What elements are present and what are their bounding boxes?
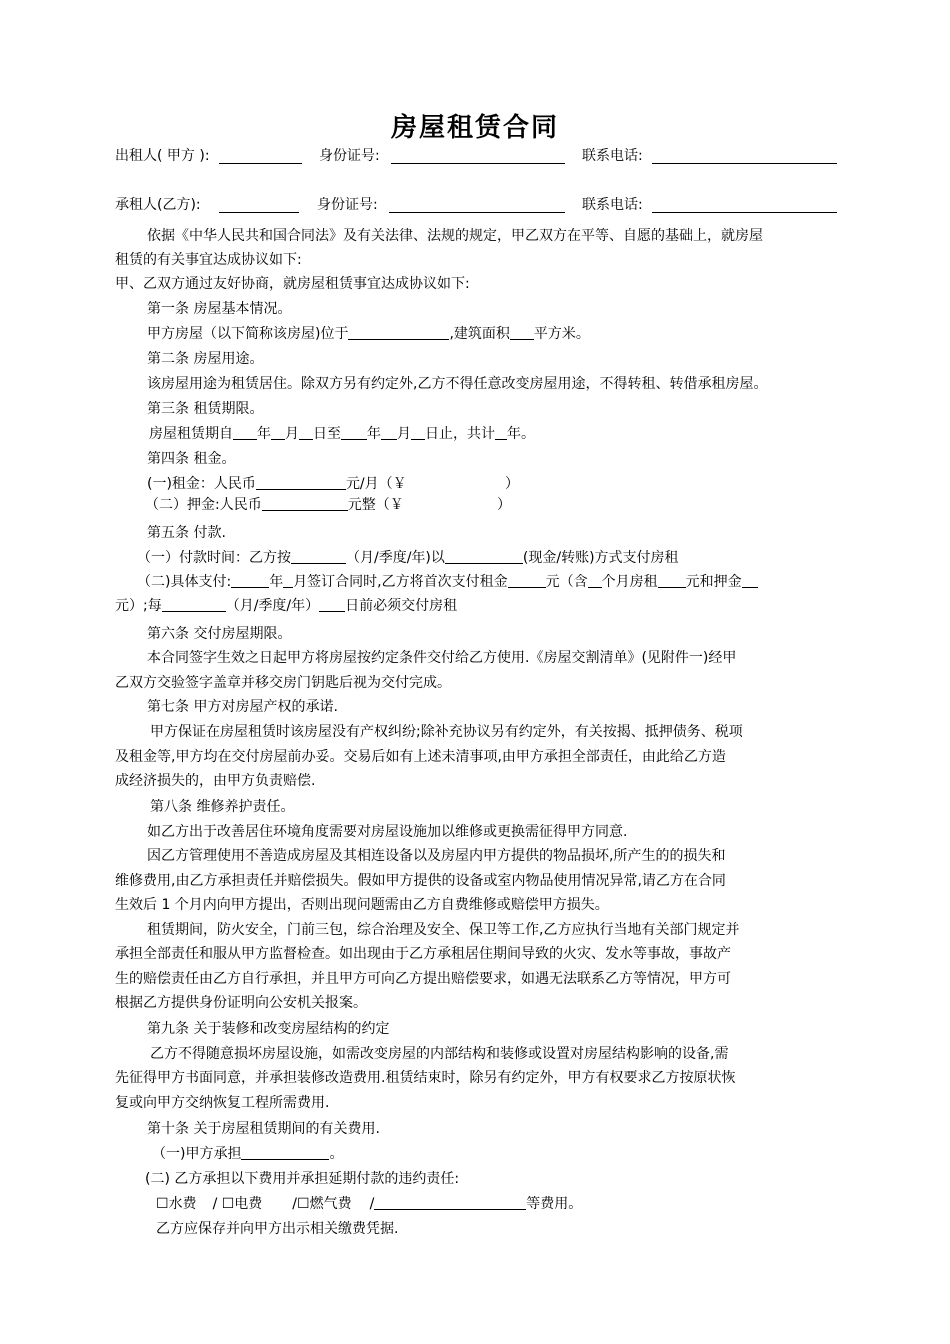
start-month-field[interactable] xyxy=(271,425,285,440)
article-2-text: 该房屋用途为租赁居住。除双方另有约定外,乙方不得任意改变房屋用途，不得转租、转借承租房屋。 xyxy=(147,376,768,392)
lease-term-label: 房屋租赁期自 xyxy=(149,426,233,442)
expense-options-row xyxy=(156,1194,582,1214)
article-5-title: 第五条 付款. xyxy=(147,525,226,541)
lessor-id-label: 身份证号: xyxy=(319,148,380,164)
deposit-row xyxy=(145,495,404,515)
article-8-line-2: 因乙方管理使用不善造成房屋及其相连设备以及房屋内甲方提供的物品损坏,所产生的的损失和 xyxy=(147,848,726,864)
day-to-label: 日至 xyxy=(313,426,341,442)
receipt-note: 乙方应保存并向甲方出示相关缴费凭据. xyxy=(156,1221,399,1237)
years-label: 年。 xyxy=(507,426,535,442)
article-8-line-6: 承担全部责任和服从甲方监督检查。如出现由于乙方承租居住期间导致的火灾、发水等事故，事故产 xyxy=(115,946,731,962)
payment-time-row xyxy=(137,548,679,568)
month-label: 月 xyxy=(285,426,299,442)
months-rent-label: 个月房租 xyxy=(601,574,658,590)
payment-due-row xyxy=(115,596,457,616)
article-9-line-3: 复或向甲方交纳恢复工程所需费用. xyxy=(115,1095,330,1111)
start-day-field[interactable] xyxy=(299,425,313,440)
lessee-expense-intro: (二) 乙方承担以下费用并承担延期付款的违约责任: xyxy=(145,1171,460,1187)
article-8-title: 第八条 维修养护责任。 xyxy=(150,799,295,815)
article-9-line-2: 先征得甲方书面同意，并承担装修改造费用.租赁结束时，除另有约定外，甲方有权要求乙方按原状恢 xyxy=(115,1070,736,1086)
article-7-line-3: 成经济损失的，由甲方负责赔偿. xyxy=(115,773,316,789)
lessor-row xyxy=(115,146,210,166)
payment-due-day-field[interactable] xyxy=(319,597,345,612)
article-7-title: 第七条 甲方对房屋产权的承诺. xyxy=(147,699,338,715)
article-1-location-label: 甲方房屋（以下简称该房屋)位于 xyxy=(147,326,349,342)
payment-every-label: 元）;每 xyxy=(115,598,162,614)
water-checkbox[interactable]: ☐ xyxy=(156,1196,169,1212)
year-label: 年 xyxy=(367,426,381,442)
lessee-phone-label: 联系电话: xyxy=(582,197,643,213)
page-title: 房屋租赁合同 xyxy=(390,113,559,143)
end-day-field[interactable] xyxy=(411,425,425,440)
payment-method-field[interactable] xyxy=(445,549,523,564)
separator: / xyxy=(212,1196,218,1212)
lessee-id-field[interactable] xyxy=(389,198,565,213)
lessor-name-field[interactable] xyxy=(219,149,302,164)
payment-due-label: 日前必须交付房租 xyxy=(345,598,458,614)
total-years-field[interactable] xyxy=(495,425,507,440)
other-expense-field[interactable] xyxy=(374,1195,526,1210)
article-7-line-2: 及租金等,甲方均在交付房屋前办妥。交易后如有上述未清事项,由甲方承担全部责任，由此给乙方造 xyxy=(115,749,726,765)
article-8-line-8: 根据乙方提供身份证明向公安机关报案。 xyxy=(115,995,367,1011)
electricity-label: 电费 xyxy=(234,1196,263,1212)
article-6-title: 第六条 交付房屋期限。 xyxy=(147,626,292,642)
etc-label: 等费用。 xyxy=(526,1196,583,1212)
payment-period-hint: （月/季度/年)以 xyxy=(346,550,445,566)
lessor-phone-label: 联系电话: xyxy=(582,148,643,164)
article-6-line-1: 本合同签字生效之日起甲方将房屋按约定条件交付给乙方使用.《房屋交割清单》(见附件一)经甲 xyxy=(147,650,737,666)
months-rent-field[interactable] xyxy=(588,573,602,588)
end-year-field[interactable] xyxy=(341,425,367,440)
article-9-line-1: 乙方不得随意损坏房屋设施，如需改变房屋的内部结构和装修或设置对房屋结构影响的设备,需 xyxy=(150,1046,729,1062)
start-year-field[interactable] xyxy=(233,425,257,440)
article-4-title: 第四条 租金。 xyxy=(147,451,236,467)
separator: / xyxy=(292,1196,298,1212)
article-1-title: 第一条 房屋基本情况。 xyxy=(147,301,292,317)
payment-detail-label: （二)具体支付: xyxy=(137,574,232,590)
lessor-expense-label: （一)甲方承担 xyxy=(152,1146,242,1162)
deposit-part-label: 元和押金 xyxy=(685,574,742,590)
yuan-incl-label: 元（含 xyxy=(545,574,588,590)
article-1-text xyxy=(147,324,590,344)
deposit-unit-label: 元整（￥ xyxy=(347,497,404,513)
year-label: 年 xyxy=(257,426,271,442)
payment-cycle-field[interactable] xyxy=(162,597,226,612)
article-3-text xyxy=(149,424,535,444)
intro-line-3: 甲、乙双方通过友好协商，就房屋租赁事宜达成协议如下: xyxy=(115,276,470,292)
first-payment-label: 月签订合同时,乙方将首次支付租金 xyxy=(293,574,508,590)
gas-checkbox[interactable]: ☐ xyxy=(297,1196,310,1212)
rent-close: ） xyxy=(505,476,519,492)
lessor-label: 出租人( 甲方 ): xyxy=(115,148,210,164)
year-label: 年 xyxy=(269,574,284,590)
payment-time-label: （一）付款时间：乙方按 xyxy=(137,550,291,566)
article-8-line-7: 生的赔偿责任由乙方自行承担，并且甲方可向乙方提出赔偿要求，如遇无法联系乙方等情况，甲方可 xyxy=(115,971,731,987)
intro-line-2: 租赁的有关事宜达成协议如下: xyxy=(115,252,302,268)
payment-cycle-hint: （月/季度/年） xyxy=(225,598,320,614)
intro-line-1: 依据《中华人民共和国合同法》及有关法律、法规的规定，甲乙双方在平等、自愿的基础上，就房屋 xyxy=(147,228,763,244)
rent-unit-label: 元/月（￥ xyxy=(345,476,407,492)
gas-label: 燃气费 xyxy=(309,1196,352,1212)
lessee-id-label: 身份证号: xyxy=(317,197,378,213)
water-label: 水费 xyxy=(168,1196,197,1212)
deposit-close: ） xyxy=(497,497,511,513)
rent-amount-field[interactable] xyxy=(256,475,346,490)
payment-period-field[interactable] xyxy=(291,549,346,564)
article-10-title: 第十条 关于房屋租赁期间的有关费用. xyxy=(147,1121,380,1137)
article-2-title: 第二条 房屋用途。 xyxy=(147,351,264,367)
sign-year-field[interactable] xyxy=(231,573,269,588)
day-end-label: 日止，共计 xyxy=(425,426,495,442)
article-3-title: 第三条 租赁期限。 xyxy=(147,401,264,417)
deposit-part-field[interactable] xyxy=(742,573,758,588)
article-1-area-label: ,建筑面积 xyxy=(449,326,510,342)
sign-month-field[interactable] xyxy=(283,573,293,588)
lessor-expense-row xyxy=(152,1144,343,1164)
rent-row xyxy=(147,474,407,494)
rent-label: (一)租金：人民币 xyxy=(147,476,256,492)
article-6-line-2: 乙双方交验签字盖章并移交房门钥匙后视为交付完成。 xyxy=(115,675,451,691)
period-mark: 。 xyxy=(329,1146,344,1162)
article-8-line-5: 租赁期间，防火安全，门前三包，综合治理及安全、保卫等工作,乙方应执行当地有关部门规定并 xyxy=(147,922,740,938)
first-payment-field[interactable] xyxy=(508,573,546,588)
lessor-expense-field[interactable] xyxy=(241,1145,329,1160)
deposit-amount-field[interactable] xyxy=(262,496,348,511)
deposit-label: （二）押金:人民币 xyxy=(145,497,262,513)
lessee-name-field[interactable] xyxy=(219,198,299,213)
electricity-checkbox[interactable]: ☐ xyxy=(221,1196,235,1212)
end-month-field[interactable] xyxy=(381,425,397,440)
house-area-field[interactable] xyxy=(510,325,534,340)
article-8-line-1: 如乙方出于改善居住环境角度需要对房屋设施加以维修或更换需征得甲方同意. xyxy=(147,824,628,840)
house-location-field[interactable] xyxy=(348,325,449,340)
payment-detail-row xyxy=(137,572,758,592)
lessor-id-field[interactable] xyxy=(391,149,565,164)
article-7-line-1: 甲方保证在房屋租赁时该房屋没有产权纠纷;除补充协议另有约定外，有关按揭、抵押债务、税项 xyxy=(150,724,743,740)
month-label: 月 xyxy=(397,426,411,442)
lessee-phone-field[interactable] xyxy=(652,198,837,213)
article-8-line-3: 维修费用,由乙方承担责任并赔偿损失。假如甲方提供的设备或室内物品使用情况异常,请乙方在合同 xyxy=(115,873,726,889)
payment-method-hint: (现金/转账)方式支付房租 xyxy=(522,550,679,566)
article-9-title: 第九条 关于装修和改变房屋结构的约定 xyxy=(147,1021,390,1037)
lessee-label: 承租人(乙方): xyxy=(115,197,201,213)
lessor-phone-field[interactable] xyxy=(652,149,837,164)
article-8-line-4: 生效后 1 个月内向甲方提出，否则出现问题需由乙方自费维修或赔偿甲方损失。 xyxy=(115,897,609,913)
rent-part-field[interactable] xyxy=(658,573,686,588)
article-1-unit: 平方米。 xyxy=(533,326,590,342)
separator: / xyxy=(369,1196,375,1212)
